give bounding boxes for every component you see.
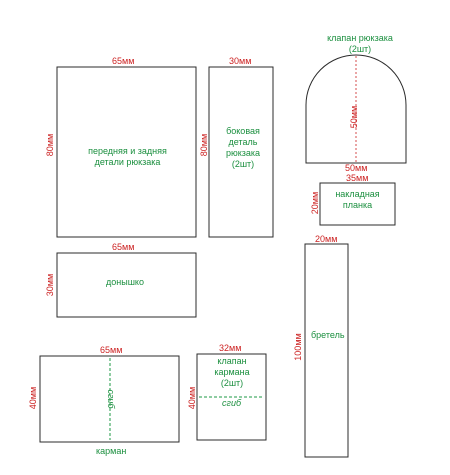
strap-width-label: 20мм (315, 234, 338, 244)
strip-width-label: 35мм (346, 173, 369, 183)
bottom-name: донышко (106, 277, 144, 287)
side-width-label: 30мм (229, 56, 252, 66)
strap-name: бретель (311, 330, 345, 340)
pocket-width-label: 65мм (100, 345, 123, 355)
bottom-width-label: 65мм (112, 242, 135, 252)
side-height-label: 80мм (199, 133, 209, 157)
side-name: боковая деталь рюкзака (2шт) (225, 126, 261, 169)
strip-height-label: 20мм (310, 191, 320, 215)
bottom-height-label: 30мм (45, 273, 55, 297)
strip-name: накладная планка (335, 189, 380, 210)
pocket-fold-label: сгиб (106, 389, 116, 409)
flap-height-label: 50мм (349, 105, 359, 129)
front-back-height-label: 80мм (45, 133, 55, 157)
front-back-width-label: 65мм (112, 56, 135, 66)
pocket-height-label: 40мм (28, 386, 38, 410)
pocket-flap-fold-label: сгиб (222, 398, 242, 408)
pocket-flap-height-label: 40мм (187, 386, 197, 410)
front-back-name: передняя и задняя детали рюкзака (88, 146, 167, 167)
pocket-flap-width-label: 32мм (219, 343, 242, 353)
strap-height-label: 100мм (293, 333, 303, 361)
flap-width-label: 50мм (345, 163, 368, 173)
flap-name: клапан рюкзака (2шт) (327, 33, 393, 54)
pocket-name: карман (96, 446, 127, 456)
pocket-flap-name: клапан кармана (2шт) (214, 356, 250, 388)
strap-piece (305, 244, 348, 457)
